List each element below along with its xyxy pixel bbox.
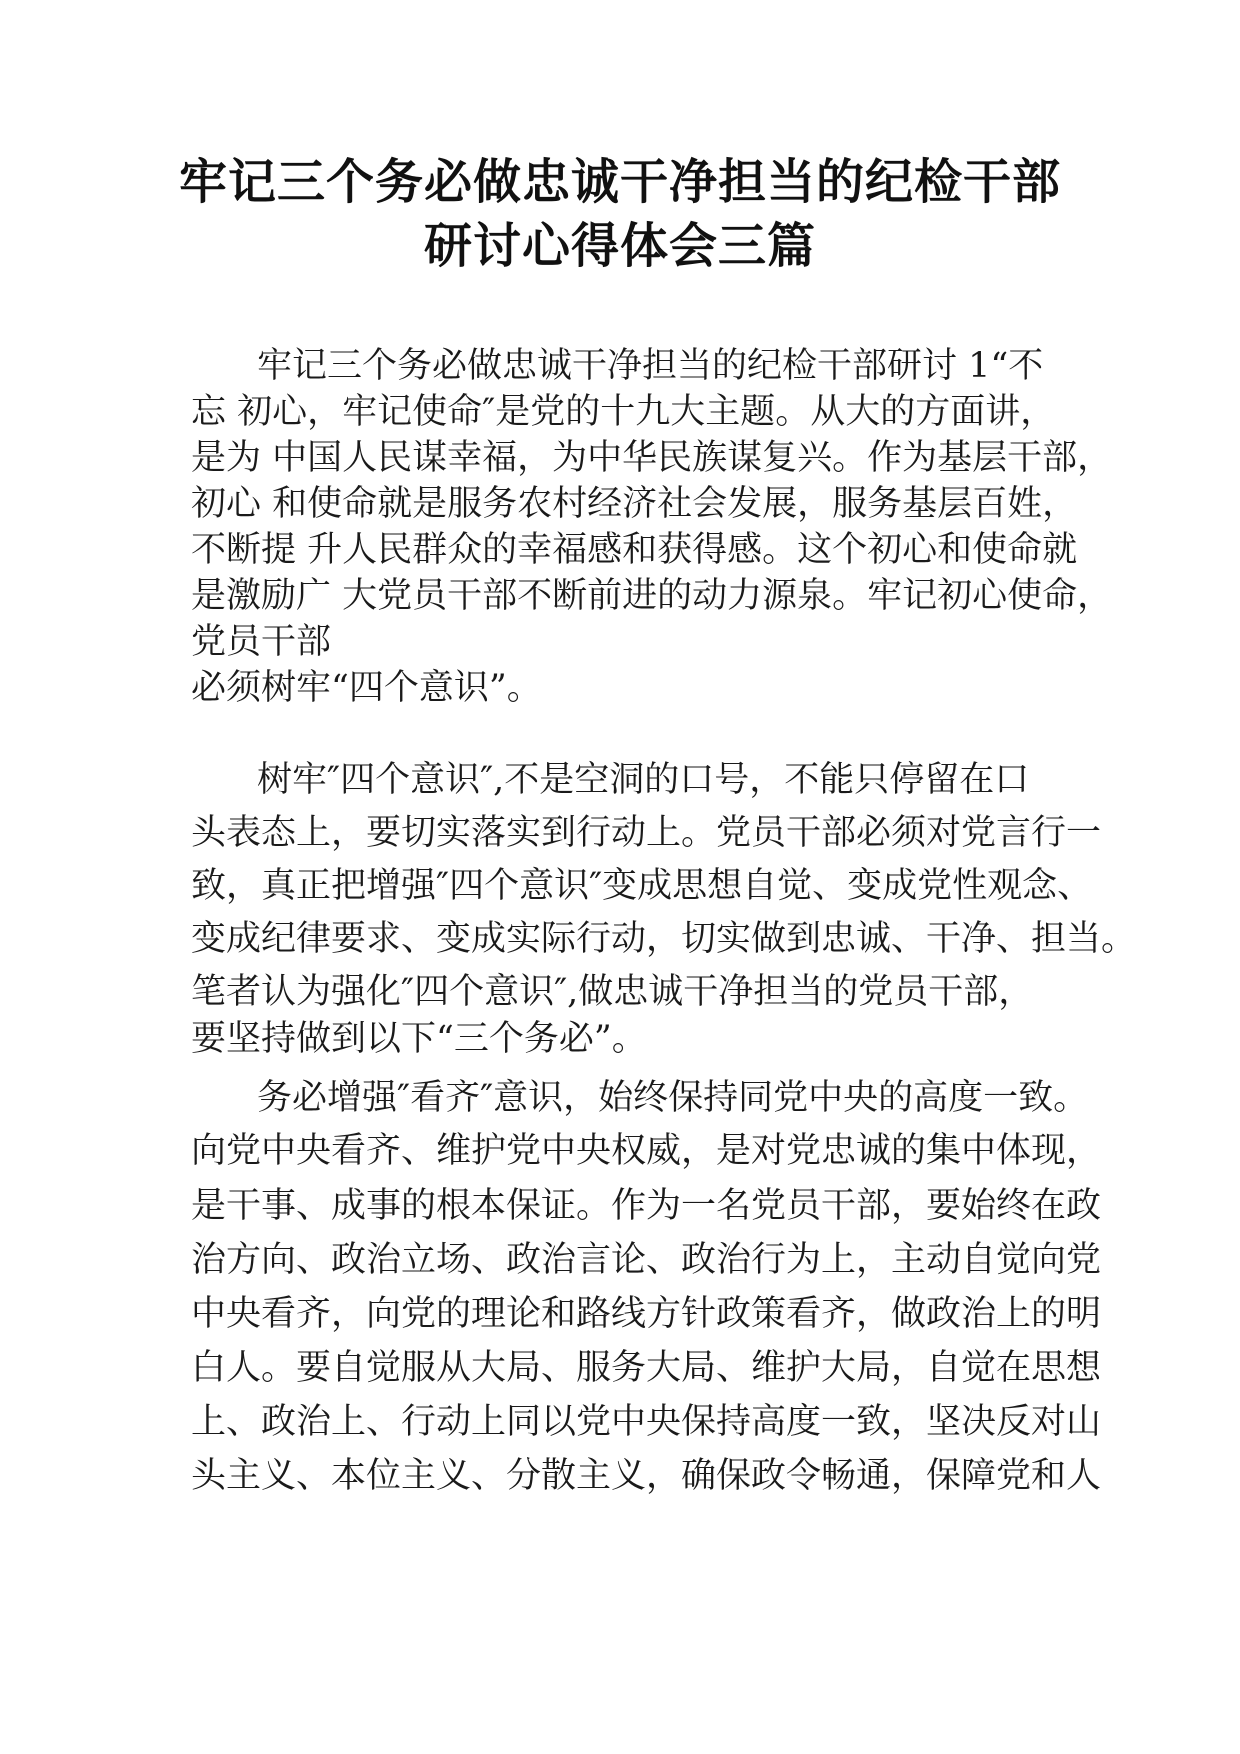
paragraph-line: 是激励广 大党员干部不断前进的动力源泉。牢记初心使命，: [191, 576, 1113, 616]
paragraph-1: [191, 343, 1113, 715]
paragraph-line: 致，真正把增强″四个意识″变成思想自觉、变成党性观念、: [191, 866, 1093, 906]
title-line-2: 研讨心得体会三篇: [423, 218, 816, 274]
paragraph-line: 务必增强″看齐″意识，始终保持同党中央的高度一致。: [257, 1078, 1089, 1118]
paragraph-line: 忘 初心，牢记使命″是党的十九大主题。从大的方面讲，: [191, 392, 1056, 432]
paragraph-line: 白人。要自觉服从大局、服务大局、维护大局，自觉在思想: [191, 1348, 1102, 1388]
title-line-1: 牢记三个务必做忠诚干净担当的纪检干部: [178, 154, 1061, 210]
paragraph-line: 头主义、本位主义、分散主义，确保政令畅通，保障党和人: [191, 1456, 1102, 1496]
paragraph-line: 笔者认为强化″四个意识″,做忠诚干净担当的党员干部，: [191, 972, 1034, 1012]
paragraph-line: 变成纪律要求、变成实际行动，切实做到忠诚、干净、担当。: [191, 919, 1137, 959]
paragraph-line: 初心 和使命就是服务农村经济社会发展，服务基层百姓，: [191, 484, 1078, 524]
paragraph-line: 树牢″四个意识″,不是空洞的口号，不能只停留在口: [257, 760, 1030, 800]
paragraph-line: 头表态上，要切实落实到行动上。党员干部必须对党言行一: [191, 813, 1102, 853]
paragraph-line: 牢记三个务必做忠诚干净担当的纪检干部研讨 1“不: [257, 346, 1044, 386]
paragraph-3: [191, 1075, 1102, 1515]
paragraph-line: 必须树牢“四个意识”。: [191, 668, 542, 708]
paragraph-line: 中央看齐，向党的理论和路线方针政策看齐，做政治上的明: [191, 1294, 1102, 1334]
paragraph-line: 党员干部: [191, 622, 332, 662]
paragraph-line: 是为 中国人民谋幸福，为中华民族谋复兴。作为基层干部，: [191, 438, 1113, 478]
paragraph-line: 不断提 升人民群众的幸福感和获得感。这个初心和使命就: [191, 530, 1078, 570]
paragraph-line: 要坚持做到以下“三个务必”。: [191, 1019, 647, 1059]
paragraph-line: 向党中央看齐、维护党中央权威，是对党忠诚的集中体现，: [191, 1131, 1102, 1171]
paragraph-line: 是干事、成事的根本保证。作为一名党员干部，要始终在政: [191, 1186, 1102, 1226]
paragraph-line: 治方向、政治立场、政治言论、政治行为上，主动自觉向党: [191, 1240, 1102, 1280]
document-title: [120, 150, 1120, 278]
paragraph-line: 上、政治上、行动上同以党中央保持高度一致，坚决反对山: [191, 1402, 1102, 1442]
paragraph-2: [191, 757, 1137, 1075]
